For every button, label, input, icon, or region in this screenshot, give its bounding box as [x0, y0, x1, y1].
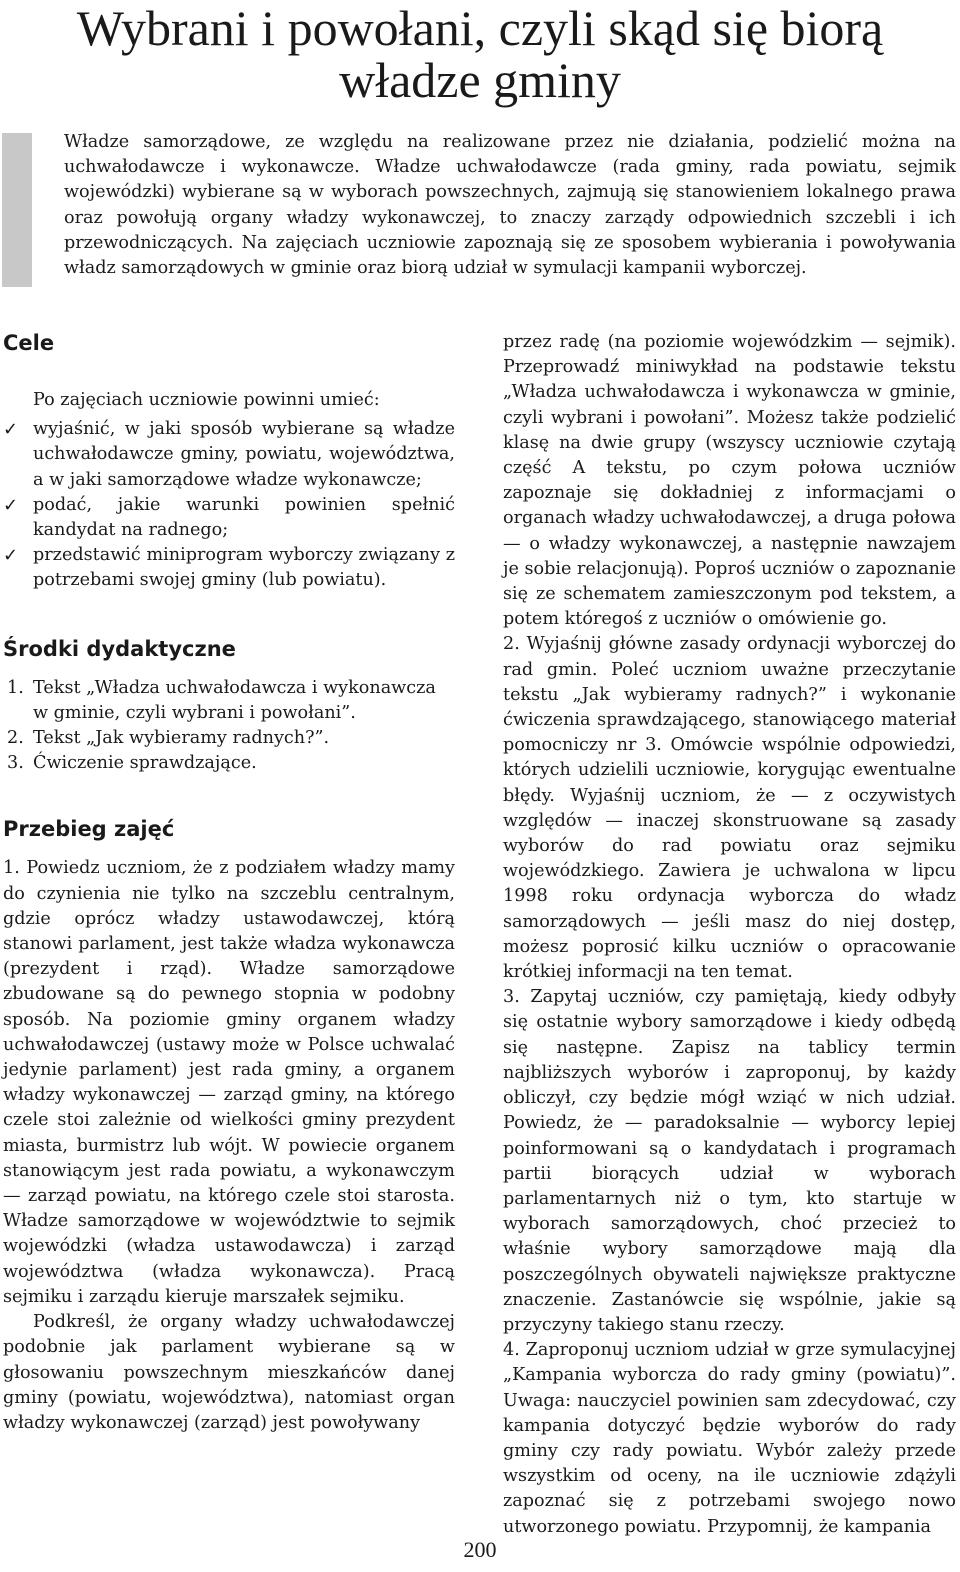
right-column [503, 330, 956, 1540]
aid-text: Tekst „Władza uchwałodawcza i wykonawcza w gminie, czyli wybrani i powołani”. [33, 677, 436, 723]
goals-heading: Cele [3, 331, 55, 355]
goals-list [3, 417, 455, 593]
course-paragraph-continued: przez radę (na poziomie wojewódzkim — sejmik). Przeprowadź miniwykład na podstawie tekstu „Władza uchwałodawcza i wykonawcza w gminie, czyli wybrani i powołani”. Możesz także podzielić klasę na dwie grupy (wszyscy uczniowie czytają część A tekstu, po czym połowa uczniów zapoznaje się dokładniej z informacjami o organach władzy uchwałodawczej, a druga połowa — o władzy wykonawczej, a następnie nawzajem je sobie relacjonują). Poproś uczniów o zapoznanie się ze schematem zamieszczonym pod tekstem, a potem któregoś z uczniów o omówienie go. [503, 332, 956, 630]
aid-text: Tekst „Jak wybieramy radnych?”. [33, 728, 330, 749]
aid-number: 1. [7, 677, 24, 698]
course-paragraph-2: Podkreśl, że organy władzy uchwałodawczej podobnie jak parlament wybierane są w głosowaniu powszechnym mieszkańców danej gminy (powiatu, województwa), natomiast organ władzy wykonawczej (zarząd) jest powoływany [3, 1312, 455, 1433]
goal-item [3, 543, 455, 593]
aid-item [3, 676, 455, 726]
page-number: 200 [463, 1537, 497, 1562]
goal-text: przedstawić miniprogram wyborczy związany z potrzebami swojej gminy (lub powiatu). [33, 545, 455, 591]
intro-box [0, 130, 960, 290]
checkmark-icon: ✓ [3, 494, 19, 516]
course-step-3: 3. Zapytaj uczniów, czy pamiętają, kiedy odbyły się ostatnie wybory samorządowe i kiedy odbędą się następne. Zapisz na tablicy termin najbliższych wyborów i zaproponuj, by każdy obliczył, czy będzie mógł wziąć w nich udział. Powiedz, że — paradoksalnie — wyborcy lepiej poinformowani są o kandydatach i programach partii biorących udział w wyborach parlamentarnych niż o tym, kto startuje w wyborach samorządowych, choć przecież to właśnie wybory samorządowe mają dla poszczególnych obywateli największe praktyczne znaczenie. Zastanówcie się wspólnie, jakie są przyczyny takiego stanu rzeczy. [503, 987, 956, 1335]
goals-intro: Po zajęciach uczniowie powinni umieć: [33, 390, 380, 410]
course-heading: Przebieg zajęć [3, 817, 175, 842]
course-paragraph-1: 1. Powiedz uczniom, że z podziałem władzy mamy do czynienia nie tylko na szczeblu centralnym, gdzie oprócz władzy ustawodawczej, którą stanowi parlament, jest także władza wykonawcza (prezydent i rząd). Władze samorządowe zbudowane są do pewnego stopnia w podobny sposób. Na poziomie gminy organem władzy uchwałodawczej (ustawy może w Polsce uchwalać jedynie parlament) jest rada gminy, a organem władzy wykonawczej — zarząd gminy, na którego czele stoi zależnie od wielkości gminy prezydent miasta, burmistrz lub wójt. W powiecie organem stanowiącym jest rada powiatu, a wykonawczym — zarząd powiatu, na którego czele stoi starosta. Władze samorządowe w województwie to sejmik wojewódzki (władza ustawodawcza) i zarząd województwa (władza wykonawcza). Pracą sejmiku i zarządu kieruje marszałek sejmiku. [3, 858, 455, 1307]
checkmark-icon: ✓ [3, 419, 19, 441]
goal-item [3, 493, 455, 543]
goal-text: podać, jakie warunki powinien spełnić kandydat na radnego; [33, 494, 455, 541]
course-step-4: 4. Zaproponuj uczniom udział w grze symulacyjnej „Kampania wyborcza do rady gminy (powiatu)”. Uwaga: nauczyciel powinien sam zdecydować, czy kampania dotyczyć będzie wyborów do rady gminy czy rady powiatu. Wybór zależy przede wszystkim od oceny, na ile uczniowie zdążyli zapoznać się z potrzebami swojego nowo utworzonego powiatu. Przypomnij, że kampania [503, 1340, 956, 1537]
aid-number: 2. [7, 728, 24, 749]
goal-text: wyjaśnić, w jaki sposób wybierane są władze uchwałodawcze gminy, powiatu, województwa, a w jaki samorządowe władze wykonawcze; [33, 419, 455, 490]
aids-heading: Środki dydaktyczne [3, 636, 236, 661]
intro-text: Władze samorządowe, ze względu na realizowane przez nie działania, podzielić można na uchwałodawcze i wykonawcze. Władze uchwałodawcze (rada gminy, rada powiatu, sejmik wojewódzki) wybierane są w wyborach powszechnych, zajmują się stanowieniem lokalnego prawa oraz powołują organy władzy wykonawczej, to znaczy zarządy odpowiednich szczebli i ich przewodniczących. Na zajęciach uczniowie zapoznają się ze sposobem wybierania i powoływania władz samorządowych w gminie oraz biorą udział w symulacji kampanii wyborczej. [64, 132, 956, 279]
aid-number: 3. [7, 753, 24, 774]
page-title: Wybrani i powołani, czyli skąd się biorą władze gminy [76, 0, 884, 108]
aid-text: Ćwiczenie sprawdzające. [33, 753, 257, 774]
intro-side-bar [2, 133, 32, 287]
course-step-2: 2. Wyjaśnij główne zasady ordynacji wyborczej do rad gmin. Poleć uczniom uważne przeczytanie tekstu „Jak wybieramy radnych?” i wykonanie ćwiczenia sprawdzającego, stanowiącego materiał pomocniczy nr 3. Omówcie wspólnie odpowiedzi, których udzielili uczniowie, korygując ewentualne błędy. Wyjaśnij uczniom, że — z oczywistych względów — inaczej skonstruowane są zasady wyborów do rad powiatu oraz sejmiku wojewódzkiego. Zawiera je uchwalona w lipcu 1998 roku ordynacja wyborcza do władz samorządowych — jeśli masz do niej dostęp, możesz poprosić kilku uczniów o opracowanie krótkiej informacji na ten temat. [503, 634, 956, 983]
aids-list [3, 676, 455, 777]
aid-item [3, 751, 455, 776]
left-column [3, 330, 455, 1436]
aid-item [3, 726, 455, 751]
checkmark-icon: ✓ [3, 545, 19, 567]
goal-item [3, 417, 455, 493]
goals-section [3, 388, 455, 594]
